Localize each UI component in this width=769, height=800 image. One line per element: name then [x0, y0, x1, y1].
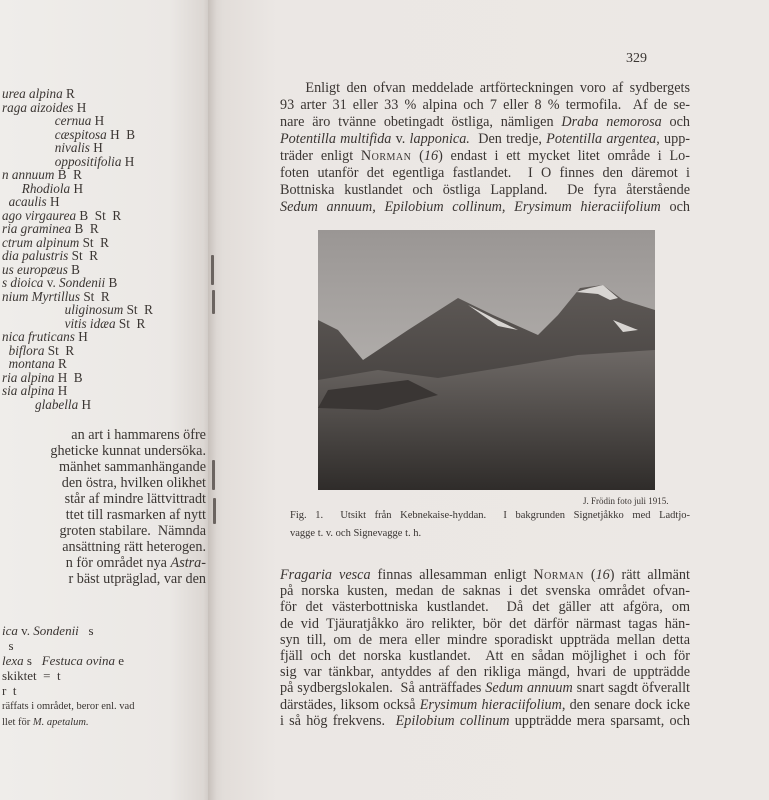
text-segment: Sondenii	[33, 623, 79, 638]
binding-thread	[212, 290, 215, 314]
mountain-photograph	[318, 230, 655, 490]
text-segment: , upp-	[656, 131, 691, 147]
text-segment: dia palustris	[2, 248, 69, 263]
text-line	[290, 510, 690, 521]
text-segment: Festuca ovina	[41, 653, 116, 668]
text-line	[2, 653, 124, 669]
text-segment: lapponica.	[409, 131, 470, 147]
text-segment: n för området nya	[65, 555, 171, 571]
text-line	[2, 623, 94, 639]
text-segment: Sedum annuum, Epilobium collinum, Erysimum hieraciifolium	[280, 199, 661, 215]
text-segment: an art i hammarens öfre	[71, 427, 206, 443]
text-segment: biflora	[2, 342, 45, 358]
text-segment: ago virgaurea	[2, 207, 77, 223]
text-segment: finnas allesamman enligt	[370, 567, 534, 583]
text-segment: Sedum annuum	[485, 680, 573, 697]
text-segment: på sydbergslokalen. Så anträffades	[280, 680, 486, 697]
text-segment: sig var tänkbar, antyddes af den rikliga mängd, hvari de uppträdde	[280, 664, 690, 681]
text-segment: B	[67, 261, 80, 277]
text-segment: Fragaria vesca	[280, 567, 371, 583]
text-segment: groten stabilare. Nämnda	[59, 523, 206, 539]
text-line	[280, 79, 690, 97]
text-segment: r t	[2, 683, 17, 698]
text-segment: därstädes, liksom också	[280, 696, 420, 713]
text-segment: foten utanför det egentliga fastlandet. I O finnes den däremot i	[280, 165, 690, 181]
text-segment: H	[89, 140, 103, 155]
text-segment: llet för	[2, 717, 33, 728]
text-segment: och	[660, 199, 690, 215]
text-segment: syn till, om de mera eller mindre sporadiskt uppträda mellan detta	[280, 631, 690, 648]
text-segment: Sondenii	[59, 275, 106, 290]
text-segment: v.	[391, 131, 410, 147]
binding-thread	[211, 255, 214, 285]
text-segment: v.	[43, 275, 60, 290]
text-segment: s	[23, 653, 42, 668]
text-segment: ) endast i ett mycket litet område i Lo-	[438, 148, 690, 164]
text-segment: H	[74, 329, 88, 344]
text-line	[66, 555, 206, 571]
text-line	[280, 164, 690, 182]
text-segment: raga aizoides	[2, 99, 74, 115]
text-segment: r bäst utpräglad, var den	[68, 571, 206, 587]
text-segment: s	[78, 623, 94, 638]
text-segment: (	[411, 148, 424, 164]
text-line	[66, 507, 206, 523]
text-segment: Erysimum hieraciifolium	[419, 696, 562, 713]
text-segment: 16	[595, 567, 610, 583]
text-line	[2, 668, 61, 684]
text-line	[50, 443, 206, 459]
binding-thread	[212, 460, 215, 490]
text-segment: Norman	[533, 567, 584, 583]
text-segment: H	[78, 396, 92, 412]
text-segment: vitis idæa	[2, 315, 116, 331]
text-line	[62, 539, 206, 555]
text-segment: vagge t. v. och Signevagge t. h.	[290, 528, 422, 539]
text-line	[59, 523, 206, 539]
text-segment: n annuum	[2, 167, 55, 182]
text-segment: s dioica	[2, 275, 44, 290]
text-segment: St R	[123, 302, 153, 317]
text-segment: s	[2, 638, 14, 653]
page-number: 329	[626, 51, 647, 66]
text-segment: Epilobium collinum	[395, 712, 510, 729]
text-segment: 16	[423, 148, 439, 164]
text-segment: H B	[106, 126, 135, 142]
text-segment: ctrum alpinum	[2, 234, 80, 250]
text-segment: ttet till rasmarken af nytt	[65, 507, 206, 523]
text-segment: nium Myrtillus	[2, 288, 81, 304]
text-segment: urea alpina	[2, 86, 63, 101]
text-segment: cernua	[2, 113, 92, 128]
text-line	[280, 712, 690, 730]
text-line	[2, 397, 91, 413]
text-segment: acaulis	[2, 194, 47, 209]
text-segment: us europæus	[2, 261, 68, 277]
text-segment: snart sagdt öfverallt	[572, 680, 690, 697]
text-segment: skiktet = t	[2, 668, 61, 683]
text-segment: oppositifolia	[2, 153, 122, 169]
text-segment: v.	[17, 623, 34, 638]
text-segment: cæspitosa	[2, 126, 107, 142]
text-segment: ica	[2, 623, 18, 638]
text-segment: Norman	[360, 148, 412, 164]
text-segment: Den tredje,	[469, 131, 547, 147]
text-segment: fjäll och det norska kustlandet. Att en sådan möjlighet i och för	[280, 648, 690, 664]
text-segment: ansättning rätt heterogen.	[62, 539, 206, 555]
text-segment: St R	[79, 234, 109, 250]
text-segment: e	[115, 653, 125, 668]
text-segment: H B	[54, 369, 83, 385]
text-line	[59, 459, 206, 475]
text-segment: nica fruticans	[2, 329, 75, 344]
text-segment: ria alpina	[2, 369, 55, 385]
text-line	[280, 198, 690, 216]
text-segment: lexa	[2, 653, 24, 668]
left-page	[0, 0, 212, 800]
text-segment: träder enligt	[280, 148, 361, 164]
text-segment: montana	[2, 356, 55, 371]
text-line	[71, 427, 206, 443]
text-segment: St R	[115, 315, 146, 331]
text-segment: B R	[54, 167, 82, 182]
text-segment: för det västerbottniska kustlandet. Då det gäller att afgöra, om	[280, 599, 690, 616]
text-segment: Bottniska kustlandet och östliga Lappland. De fyra återstående	[280, 182, 690, 198]
text-line	[2, 638, 14, 654]
text-segment: de vid Tjäuratjåkko äro relikter, bör det därför närmast tagas hän-	[280, 615, 690, 632]
text-segment: M. apetalum.	[32, 717, 89, 728]
text-segment: Rhodiola	[2, 180, 71, 196]
text-segment: Astra-	[170, 555, 206, 571]
text-segment: glabella	[2, 396, 79, 412]
text-segment: sia alpina	[2, 383, 55, 398]
text-segment: står af mindre lättvittradt	[64, 491, 206, 507]
text-line	[2, 699, 134, 715]
text-segment: H	[54, 383, 68, 398]
text-segment: ria graminea	[2, 221, 72, 236]
text-segment: (	[583, 567, 596, 583]
text-segment: R	[62, 86, 75, 101]
text-segment: St R	[68, 248, 99, 263]
text-segment: uppträdde mera sparsamt, och	[509, 712, 691, 729]
text-segment: St R	[44, 342, 75, 358]
binding-thread	[213, 498, 216, 524]
text-line	[65, 491, 206, 507]
text-segment: Fig. 1. Utsikt från Kebnekaise-hyddan. I bakgrunden Signetjåkko med Ladtjo-	[290, 510, 690, 521]
text-line	[69, 571, 207, 587]
text-segment: H	[46, 194, 60, 209]
text-line	[280, 130, 690, 148]
text-segment: St R	[80, 288, 110, 304]
text-segment: B	[105, 275, 118, 290]
text-line	[280, 147, 690, 165]
text-segment: H	[70, 180, 83, 196]
text-segment: Enligt den ofvan meddelade artförteckningen voro af sydbergets	[280, 80, 690, 96]
text-segment: gheticke kunnat undersöka.	[50, 443, 206, 459]
text-segment: H	[73, 99, 87, 115]
text-segment: B R	[71, 221, 99, 236]
text-line	[280, 181, 690, 199]
text-segment: B St R	[76, 207, 122, 223]
text-segment: i så hög frekvens.	[280, 712, 396, 729]
text-line	[280, 96, 690, 114]
text-segment: Potentilla argentea	[546, 131, 657, 147]
text-segment: den östra, hvilken olikhet	[61, 475, 206, 491]
text-line	[2, 683, 16, 699]
text-line	[2, 715, 89, 731]
text-segment: 93 arter 31 eller 33 % alpina och 7 eller 8 % termofila. Af de se-	[280, 97, 690, 113]
text-segment: H	[121, 153, 135, 169]
text-segment: ) rätt allmänt	[609, 567, 690, 583]
text-line	[62, 475, 206, 491]
text-segment: Draba nemorosa	[561, 114, 662, 130]
text-segment: R	[54, 356, 67, 371]
text-line	[290, 528, 690, 539]
text-segment: mänhet sammanhängande	[59, 459, 206, 475]
photo-credit: J. Frödin foto juli 1915.	[583, 496, 669, 506]
text-segment: räffats i området, beror enl. vad	[2, 701, 135, 712]
text-segment: H	[91, 113, 105, 128]
text-segment: Potentilla multifida	[280, 131, 392, 147]
text-segment: och	[661, 114, 690, 130]
text-segment: , den senare dock icke	[561, 696, 690, 713]
text-segment: nare äro tvänne obetingadt östliga, nämligen	[280, 114, 562, 130]
text-segment: nivalis	[2, 140, 90, 155]
text-segment: på norska kusten, medan de saknas i det svenska området ofvan-	[280, 583, 690, 600]
text-line	[280, 113, 690, 131]
text-segment: uliginosum	[2, 302, 124, 317]
